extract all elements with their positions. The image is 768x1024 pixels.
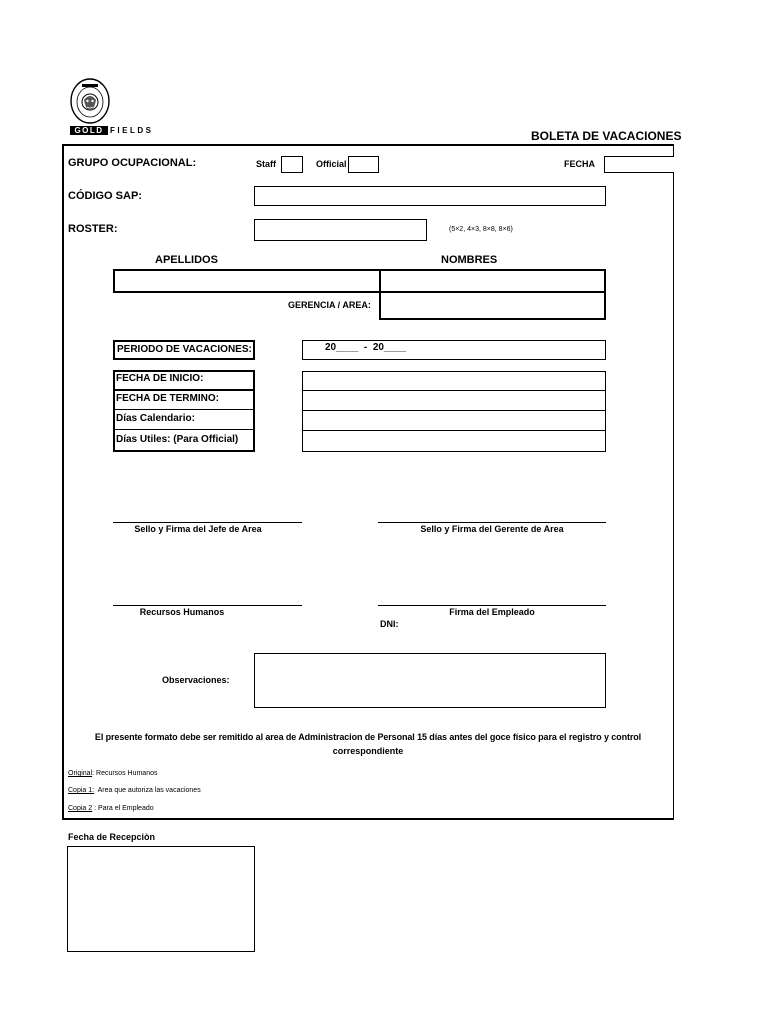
- firma-empleado-label: Firma del Empleado: [449, 607, 535, 617]
- copy-1-text: Area que autoriza las vacaciones: [94, 787, 201, 794]
- logo-text-gold: GOLD: [74, 126, 104, 135]
- copy-2-label: Copia 2: [68, 805, 93, 812]
- lion-emblem-icon: [70, 78, 114, 124]
- copy-original-text: : Recursos Humanos: [92, 770, 158, 777]
- staff-label: Staff: [256, 159, 276, 169]
- roster-label: ROSTER:: [68, 223, 118, 235]
- fecha-termino-field[interactable]: [302, 390, 606, 411]
- dias-calendario-field[interactable]: [302, 410, 606, 431]
- copy-2-text: : Para el Empleado: [92, 805, 154, 812]
- dni-label: DNI:: [380, 619, 399, 629]
- grupo-label: GRUPO OCUPACIONAL:: [68, 157, 197, 169]
- recepcion-field[interactable]: [67, 846, 255, 952]
- notice-line-1: El presente formato debe ser remitido al area de Administracion de Personal 15 días antes del goce físico para el registro y control: [94, 732, 642, 742]
- firma-empleado-line: [378, 605, 606, 606]
- copy-original-label: Original: [68, 770, 93, 777]
- gerencia-label: GERENCIA / AREA:: [288, 300, 371, 310]
- firma-jefe-label: Sello y Firma del Jefe de Area: [134, 524, 262, 534]
- official-checkbox[interactable]: [348, 156, 379, 173]
- roster-hint: (5×2, 4×3, 8×8, 8×6): [449, 226, 513, 233]
- form-frame: [62, 144, 674, 820]
- fecha-field[interactable]: [604, 156, 674, 173]
- periodo-label: PERIODO DE VACACIONES:: [113, 340, 255, 360]
- fecha-label: FECHA: [564, 159, 595, 169]
- dias-utiles-field[interactable]: [302, 430, 606, 452]
- codigo-sap-field[interactable]: [254, 186, 606, 206]
- copy-1-label: Copia 1:: [68, 787, 95, 794]
- roster-field[interactable]: [254, 219, 427, 241]
- dias-calendario-label: Días Calendario:: [116, 413, 195, 424]
- nombres-header: NOMBRES: [441, 254, 498, 266]
- codigo-sap-label: CÓDIGO SAP:: [68, 190, 142, 202]
- observaciones-field[interactable]: [254, 653, 606, 708]
- rrhh-label: Recursos Humanos: [139, 607, 225, 617]
- firma-gerente-label: Sello y Firma del Gerente de Area: [420, 524, 564, 534]
- fecha-termino-label: FECHA DE TERMINO:: [116, 393, 219, 404]
- logo-text-fields: FIELDS: [110, 126, 154, 135]
- copy-2: [68, 805, 154, 812]
- recepcion-label: Fecha de Recepciòn: [68, 832, 156, 842]
- apellidos-header: APELLIDOS: [155, 254, 218, 266]
- apellidos-field[interactable]: [113, 269, 381, 293]
- official-label: Official: [316, 159, 347, 169]
- firma-jefe-line: [113, 522, 302, 523]
- company-logo: [70, 78, 160, 138]
- nombres-field[interactable]: [379, 269, 606, 293]
- copy-1: [68, 787, 201, 794]
- periodo-value: 20____ - 20____: [325, 342, 407, 353]
- dias-utiles-label: Días Utiles: (Para Official): [116, 434, 239, 445]
- notice-line-2: correspondiente: [332, 746, 404, 756]
- firma-gerente-line: [378, 522, 606, 523]
- observaciones-label: Observaciones:: [162, 675, 230, 685]
- staff-checkbox[interactable]: [281, 156, 303, 173]
- gerencia-field[interactable]: [379, 291, 606, 320]
- copy-original: [68, 770, 157, 777]
- rrhh-line: [113, 605, 302, 606]
- fecha-inicio-field[interactable]: [302, 371, 606, 391]
- fecha-inicio-label: FECHA DE INICIO:: [116, 373, 204, 384]
- form-title: BOLETA DE VACACIONES: [531, 129, 682, 143]
